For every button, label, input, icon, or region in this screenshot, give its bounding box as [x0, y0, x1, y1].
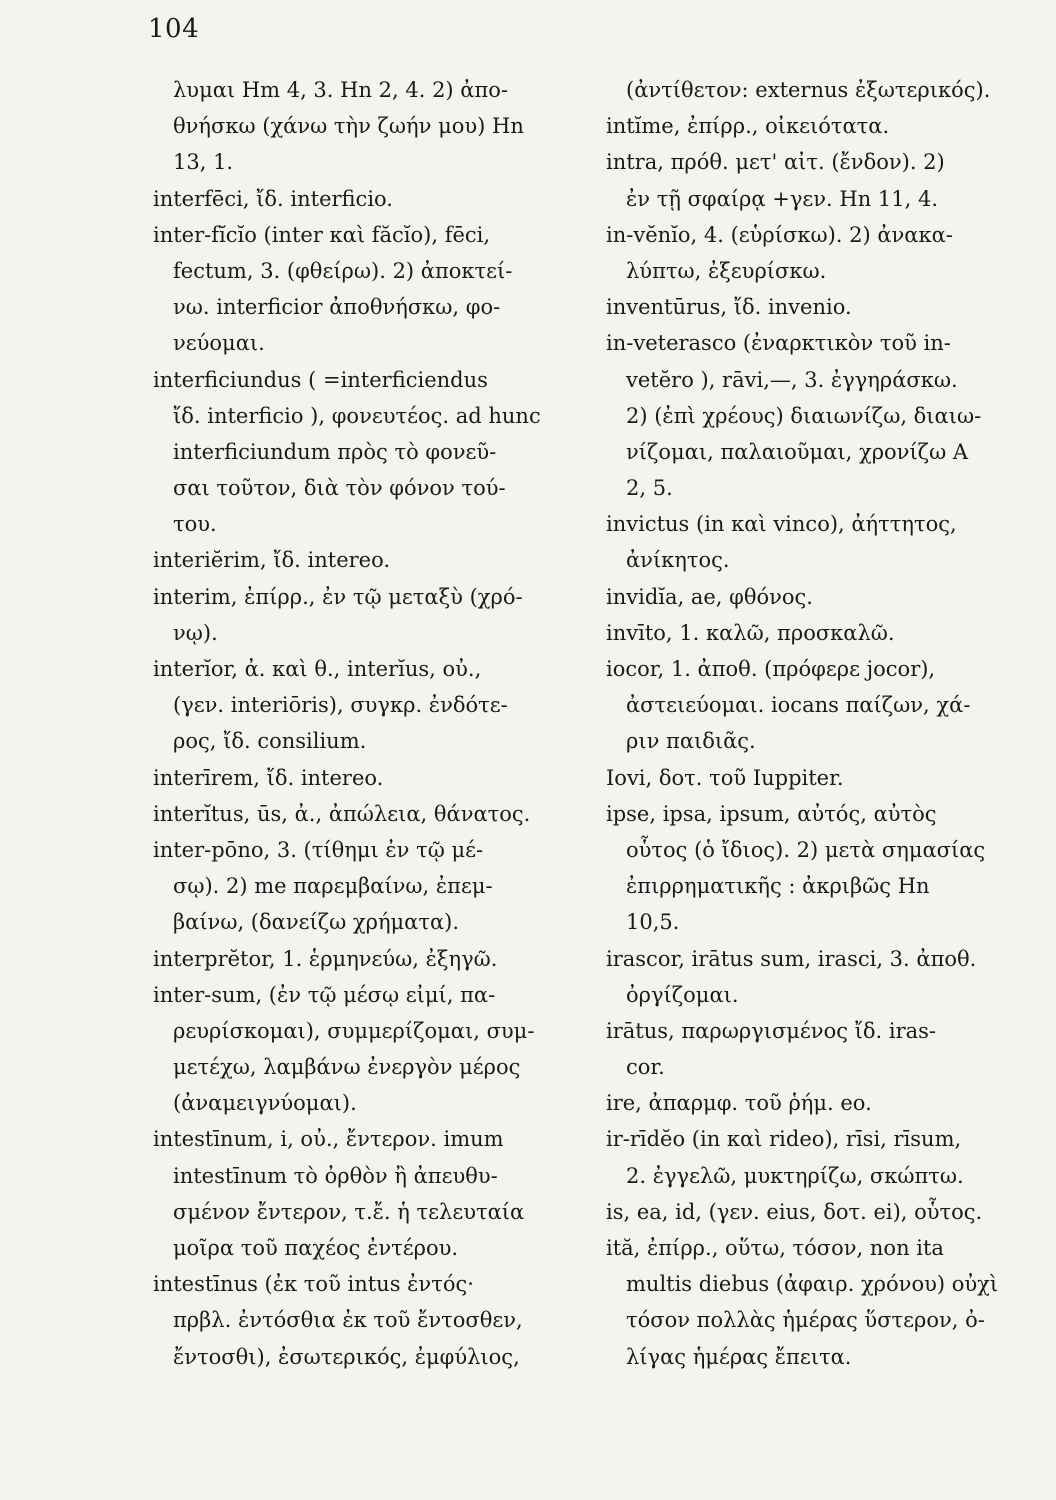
dictionary-line: νίζομαι, παλαιοῦμαι, χρονίζω A — [626, 439, 969, 464]
dictionary-line: νω. interficior ἀποθνήσκω, φο- — [173, 295, 501, 320]
dictionary-line: interiĕrim, ἴδ. intereo. — [153, 548, 391, 573]
dictionary-line: οὗτος (ὁ ἴδιος). 2) μετὰ σημασίας — [626, 837, 986, 862]
dictionary-line: inventūrus, ἴδ. invenio. — [606, 295, 852, 320]
dictionary-line: ită, ἐπίρρ., οὕτω, τόσον, non ita — [606, 1236, 944, 1260]
dictionary-line: (ἀναμειγνύομαι). — [173, 1091, 357, 1116]
dictionary-line: irascor, irātus sum, irasci, 3. ἀποθ. — [606, 946, 977, 971]
dictionary-line: λίγας ἡμέρας ἔπειτα. — [626, 1344, 852, 1369]
dictionary-line: 2, 5. — [626, 476, 673, 501]
page-number: 104 — [148, 14, 200, 44]
dictionary-line: ἐπιρρηματικῆς : ἀκριβῶς Hn — [626, 874, 930, 899]
dictionary-line: νῳ). — [173, 620, 218, 645]
dictionary-line: Iovi, δοτ. τοῦ Iuppiter. — [606, 765, 844, 790]
dictionary-line: invīto, 1. καλῶ, προσκαλῶ. — [606, 620, 895, 645]
dictionary-line: multis diebus (ἀφαιρ. χρόνου) οὐχὶ — [626, 1272, 999, 1297]
dictionary-line: invidĭa, ae, φθόνος. — [606, 584, 813, 609]
dictionary-line: ριν παιδιᾶς. — [626, 729, 756, 754]
dictionary-line: 10,5. — [626, 910, 680, 935]
dictionary-line: fectum, 3. (φθείρω). 2) ἀποκτεί- — [173, 258, 513, 283]
dictionary-line: intestīnus (ἐκ τοῦ intus ἐντός· — [153, 1272, 474, 1297]
dictionary-line: σαι τοῦτον, διὰ τὸν φόνον τού- — [173, 476, 506, 501]
dictionary-line: interĭor, ἀ. καὶ θ., interĭus, οὐ., — [153, 657, 482, 681]
dictionary-line: in-vĕnĭo, 4. (εὑρίσκω). 2) ἀνακα- — [606, 222, 953, 247]
dictionary-line: intra, πρόθ. μετ' αἰτ. (ἔνδον). 2) — [606, 150, 945, 175]
dictionary-line: τόσον πολλὰς ἡμέρας ὕστερον, ὀ- — [626, 1308, 985, 1333]
dictionary-line: interfēci, ἴδ. interficio. — [153, 186, 393, 211]
dictionary-line: ἐν τῇ σφαίρᾳ +γεν. Hn 11, 4. — [626, 186, 939, 211]
dictionary-line: interĭtus, ūs, ἀ., ἀπώλεια, θάνατος. — [153, 801, 531, 826]
dictionary-line: inter-pōno, 3. (τίθημι ἐν τῷ μέ- — [153, 837, 484, 862]
dictionary-line: ρος, ἴδ. consilium. — [173, 729, 367, 754]
dictionary-line: σμένον ἔντερον, τ.ἔ. ἡ τελευταία — [173, 1199, 525, 1224]
dictionary-line: ἔντοσθι), ἐσωτερικός, ἐμφύλιος, — [173, 1344, 520, 1369]
dictionary-line: 2) (ἐπὶ χρέους) διαιωνίζω, διαιω- — [626, 403, 982, 428]
dictionary-line: inter-sum, (ἐν τῷ μέσῳ εἰμί, πα- — [153, 982, 496, 1007]
dictionary-line: vetĕro ), rāvi,—, 3. ἐγγηράσκω. — [626, 367, 958, 392]
dictionary-line: cor. — [626, 1055, 665, 1080]
dictionary-line: interficiundus ( =interficiendus — [153, 367, 488, 392]
dictionary-line: ρευρίσκομαι), συμμερίζομαι, συμ- — [173, 1018, 535, 1043]
dictionary-line: θνήσκω (χάνω τὴν ζωήν μου) Hn — [173, 114, 524, 139]
dictionary-line: intestīnum τὸ ὀρθὸν ἢ ἀπευθυ- — [173, 1163, 498, 1188]
dictionary-line: ire, ἀπαρμφ. τοῦ ῥήμ. eo. — [606, 1091, 872, 1116]
dictionary-line: interīrem, ἴδ. intereo. — [153, 765, 384, 790]
dictionary-line: iocor, 1. ἀποθ. (πρόφερε jocor), — [606, 657, 936, 681]
dictionary-line: (ἀντίθετον: externus ἐξωτερικός). — [626, 78, 991, 102]
right-column — [606, 72, 1036, 1375]
dictionary-line: (γεν. interiōris), συγκρ. ἐνδότε- — [173, 693, 508, 718]
dictionary-line: πρβλ. ἐντόσθια ἐκ τοῦ ἔντοσθεν, — [173, 1308, 523, 1333]
dictionary-line: μοῖρα τοῦ παχέος ἐντέρου. — [173, 1236, 459, 1260]
dictionary-line: irātus, παρωργισμένος ἴδ. iras- — [606, 1018, 937, 1043]
dictionary-line: του. — [173, 512, 217, 537]
dictionary-line: intestīnum, i, οὐ., ἔντερον. imum — [153, 1127, 504, 1152]
dictionary-line: ir-rīdĕo (in καὶ rideo), rīsi, rīsum, — [606, 1127, 962, 1152]
dictionary-line: invictus (in καὶ vinco), ἀήττητος, — [606, 512, 957, 537]
dictionary-line: ἀνίκητος. — [626, 548, 730, 573]
dictionary-line: λυμαι Hm 4, 3. Hn 2, 4. 2) ἀπο- — [173, 78, 509, 102]
dictionary-line: interprĕtor, 1. ἑρμηνεύω, ἐξηγῶ. — [153, 946, 498, 971]
dictionary-line: interim, ἐπίρρ., ἐν τῷ μεταξὺ (χρό- — [153, 584, 523, 609]
dictionary-line: is, ea, id, (γεν. eius, δοτ. ei), οὗτος. — [606, 1199, 983, 1224]
dictionary-line: intĭme, ἐπίρρ., οἰκειότατα. — [606, 114, 890, 139]
dictionary-line: βαίνω, (δανείζω χρήματα). — [173, 910, 460, 935]
dictionary-line: νεύομαι. — [173, 331, 265, 356]
dictionary-line: ἴδ. interficio ), φονευτέος. ad hunc — [173, 403, 541, 428]
dictionary-line: σῳ). 2) me παρεμβαίνω, ἐπεμ- — [173, 874, 493, 899]
dictionary-line: λύπτω, ἐξευρίσκω. — [626, 258, 827, 283]
dictionary-line: 13, 1. — [173, 150, 234, 175]
dictionary-line: μετέχω, λαμβάνω ἐνεργὸν μέρος — [173, 1055, 521, 1080]
dictionary-line: ἀστειεύομαι. iocans παίζων, χά- — [626, 693, 971, 718]
dictionary-line: 2. ἐγγελῶ, μυκτηρίζω, σκώπτω. — [626, 1163, 964, 1188]
dictionary-line: inter-fĭcĭo (inter καὶ făcĭo), fēci, — [153, 222, 491, 247]
left-column — [153, 72, 573, 1375]
dictionary-line: ipse, ipsa, ipsum, αὐτός, αὐτὸς — [606, 801, 937, 826]
dictionary-line: in-veterasco (ἐναρκτικὸν τοῦ in- — [606, 331, 951, 356]
dictionary-line: interficiundum πρὸς τὸ φονεῦ- — [173, 439, 497, 464]
dictionary-line: ὀργίζομαι. — [626, 982, 739, 1007]
